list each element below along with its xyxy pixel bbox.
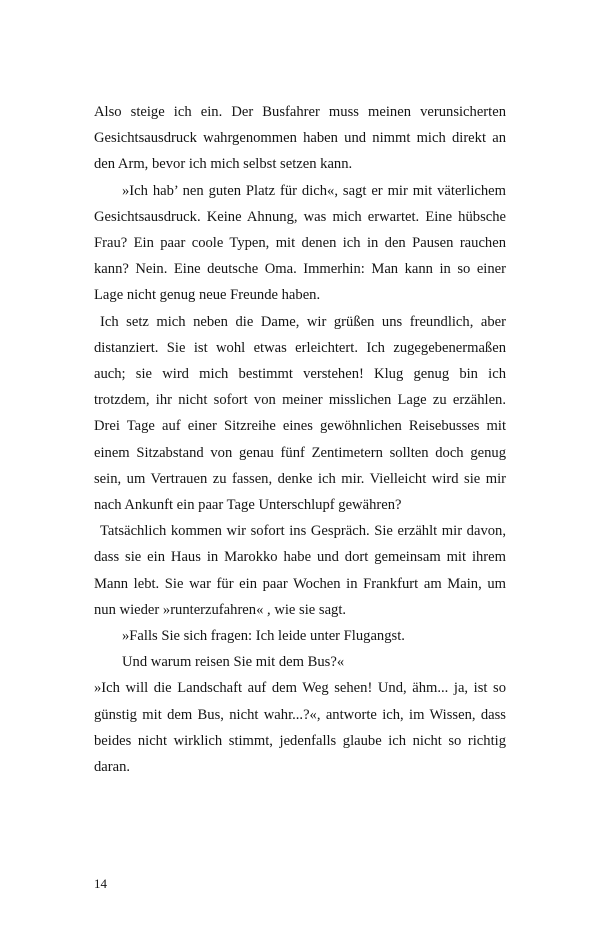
paragraph: Also steige ich ein. Der Busfahrer muss meinen verunsicherten Gesichtsausdruck wahrgenommen haben und nimmt mich direkt an den Arm, bevor ich mich selbst setzen kann.: [94, 104, 506, 173]
paragraph: »Falls Sie sich fragen: Ich leide unter Flugangst.: [122, 628, 405, 645]
body-text: [94, 99, 506, 780]
paragraph: Tatsächlich kommen wir sofort ins Gespräch. Sie erzählt mir davon, dass sie ein Haus in Marokko habe und dort gemeinsam mit ihrem Mann lebt. Sie war für ein paar Wochen in Frankfurt am Main, um nun wieder »runterzufahren« , wie sie sagt.: [94, 523, 506, 618]
page-number: 14: [94, 876, 107, 891]
paragraph: »Ich hab’ nen guten Platz für dich«, sagt er mir mit väterlichem Gesichtsausdruck. Keine Ahnung, was mich erwartet. Eine hübsche Frau? Ein paar coole Typen, mit denen ich in den Pausen rauchen kann? Nein. Eine deutsche Oma. Immerhin: Man kann in so einer Lage nicht genug neue Freunde haben.: [94, 182, 506, 304]
paragraph: Und warum reisen Sie mit dem Bus?«: [122, 654, 345, 671]
paragraph: Ich setz mich neben die Dame, wir grüßen uns freundlich, aber distanziert. Sie ist wohl etwas erleichtert. Ich zugegebenermaßen auch; sie wird mich bestimmt verstehen! Klug genug bin ich trotzdem, ihr nicht sofort von meiner misslichen Lage zu erzählen. Drei Tage auf einer Sitzreihe eines gewöhnlichen Reisebusses mit einem Sitzabstand von genau fünf Zentimetern sollten doch genug sein, um Vertrauen zu fassen, denke ich mir. Vielleicht wird sie mir nach Ankunft ein paar Tage Unterschlupf gewähren?: [94, 313, 506, 514]
paragraph: »Ich will die Landschaft auf dem Weg sehen! Und, ähm... ja, ist so günstig mit dem Bus, nicht wahr...?«, antworte ich, im Wissen, dass beides nicht wirklich stimmt, jedenfalls glaube ich nicht so richtig daran.: [94, 680, 506, 776]
